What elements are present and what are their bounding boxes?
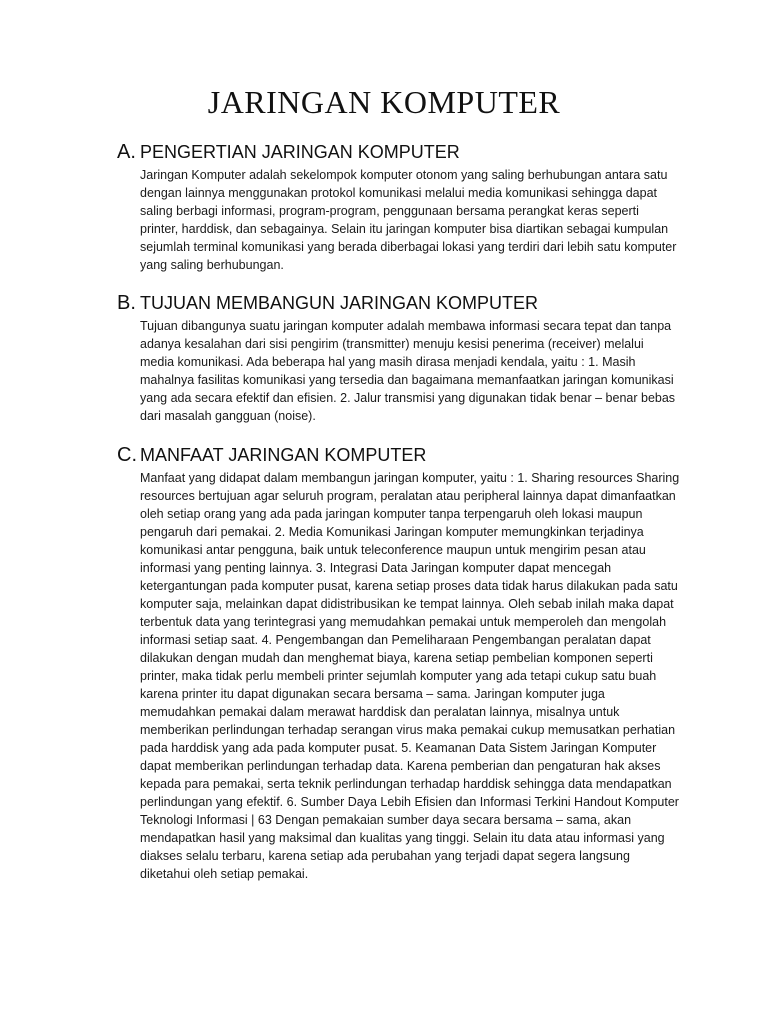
section-heading [117, 444, 687, 466]
section-letter: B. [117, 292, 136, 314]
section-heading [117, 292, 687, 314]
section-heading-text: TUJUAN MEMBANGUN JARINGAN KOMPUTER [140, 293, 539, 313]
section-heading-text: MANFAAT JARINGAN KOMPUTER [140, 445, 427, 465]
section-manfaat [117, 444, 687, 883]
section-tujuan [117, 292, 687, 425]
section-body: Tujuan dibangunya suatu jaringan komputer adalah membawa informasi secara tepat dan tanpa adanya kesalahan dari sisi pengirim (transmitter) menuju kesisi penerima (receiver) melalui media komunikasi. Ada beberapa hal yang masih dirasa menjadi kendala, yaitu : 1. Masih mahalnya fasilitas komunikasi yang tersedia dan bagaimana memanfaatkan jaringan komunikasi yang ada secara efektif dan efisien. 2. Jalur transmisi yang digunakan tidak benar – benar bebas dari masalah gangguan (noise). [140, 319, 676, 423]
section-body: Jaringan Komputer adalah sekelompok komputer otonom yang saling berhubungan antara satu dengan lainnya menggunakan protokol komunikasi melalui media komunikasi sehingga dapat saling berbagi informasi, program-program, penggunaan bersama perangkat keras seperti printer, harddisk, dan sebagainya. Selain itu jaringan komputer bisa diartikan sebagai kumpulan sejumlah terminal komunikasi yang berada diberbagai lokasi yang terdiri dari lebih satu komputer yang saling berhubungan. [140, 168, 677, 272]
section-letter: A. [117, 141, 136, 163]
section-pengertian [117, 141, 687, 274]
section-heading-text: PENGERTIAN JARINGAN KOMPUTER [140, 142, 460, 162]
document-title: JARINGAN KOMPUTER [207, 84, 561, 120]
section-letter: C. [117, 444, 137, 466]
section-body: Manfaat yang didapat dalam membangun jaringan komputer, yaitu : 1. Sharing resources Sharing resources bertujuan agar seluruh program, peralatan atau peripheral lainnya dapat dimanfaatkan oleh setiap orang yang ada pada jaringan komputer tanpa terpengaruh oleh lokasi maupun pengaruh dari pemakai. 2. Media Komunikasi Jaringan komputer memungkinkan terjadinya komunikasi antar pengguna, baik untuk teleconference maupun untuk mengirim pesan atau informasi yang penting lainnya. 3. Integrasi Data Jaringan komputer dapat mencegah ketergantungan pada komputer pusat, karena setiap proses data tidak harus dilakukan pada satu komputer saja, melainkan dapat didistribusikan ke tempat lainnya. Oleh sebab inilah maka dapat terbentuk data yang terintegrasi yang memudahkan pemakai untuk memperoleh dan mengolah informasi setiap saat. 4. Pengembangan dan Pemeliharaan Pengembangan peralatan dapat dilakukan dengan mudah dan menghemat biaya, karena setiap pembelian komponen seperti printer, maka tidak perlu membeli printer sejumlah komputer yang ada tetapi cukup satu buah karena printer itu dapat digunakan secara bersama – sama. Jaringan komputer juga memudahkan pemakai dalam merawat harddisk dan peralatan lainnya, misalnya untuk memberikan perlindungan terhadap serangan virus maka pemakai cukup memusatkan perhatian pada harddisk yang ada pada komputer pusat. 5. Keamanan Data Sistem Jaringan Komputer dapat memberikan perlindungan terhadap data. Karena pemberian dan pengaturan hak akses kepada para pemakai, serta teknik perlindungan terhadap harddisk sehingga data mendapatkan perlindungan yang efektif. 6. Sumber Daya Lebih Efisien dan Informasi Terkini Handout Komputer Teknologi Informasi | 63 Dengan pemakaian sumber daya secara bersama – sama, akan mendapatkan hasil yang maksimal dan kualitas yang tinggi. Selain itu data atau informasi yang diakses selalu terbaru, karena setiap ada perubahan yang terjadi dapat segera langsung diketahui oleh setiap pemakai. [140, 471, 680, 881]
section-heading [117, 141, 687, 163]
